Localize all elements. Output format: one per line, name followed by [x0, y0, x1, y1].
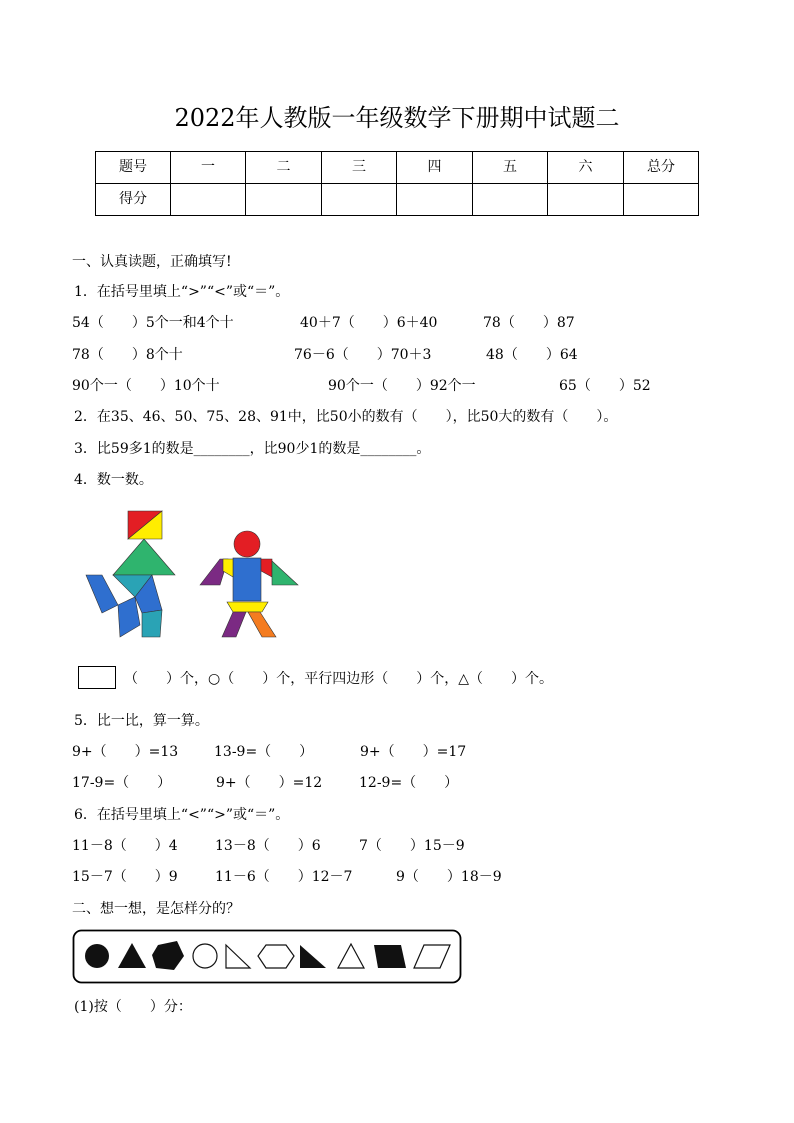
- score-cell[interactable]: [246, 184, 322, 216]
- q5-prompt: 5．比一比，算一算。: [74, 713, 209, 729]
- tangram-runner: [86, 511, 175, 637]
- score-cell[interactable]: [624, 184, 699, 216]
- q1-item: 76－6（ ）70＋3: [294, 347, 432, 363]
- filled-right-triangle-icon: [300, 945, 326, 968]
- q6-prompt: 6．在括号里填上“<”“>”或“＝”。: [74, 807, 290, 823]
- q5-item: 17-9=（ ）: [72, 775, 172, 791]
- header-cell: 四: [397, 152, 473, 184]
- q4-count-line: （ ）个，○（ ）个，平行四边形（ ）个，△（ ）个。: [124, 671, 553, 687]
- filled-circle-icon: [85, 944, 109, 968]
- section1-heading: 一、认真读题，正确填写!: [72, 254, 232, 270]
- q1-item: 65（ ）52: [559, 378, 651, 394]
- score-value-row: [96, 184, 699, 216]
- header-cell: 题号: [96, 152, 171, 184]
- q6-item: 15－7（ ）9: [72, 869, 178, 885]
- q5-item: 9+（ ）=12: [216, 775, 323, 791]
- header-cell: 总分: [624, 152, 699, 184]
- tangram-figures-image: [80, 505, 305, 645]
- page-title: 2022年人教版一年级数学下册期中试题二: [174, 104, 620, 132]
- section2-sub1: (1)按（ ）分：: [74, 999, 192, 1015]
- score-cell[interactable]: [397, 184, 473, 216]
- q5-item: 13-9=（ ）: [214, 744, 314, 760]
- score-cell[interactable]: [171, 184, 246, 216]
- header-cell: 三: [322, 152, 397, 184]
- parallelogram-icon: [414, 945, 450, 968]
- score-cell[interactable]: [548, 184, 624, 216]
- score-cell[interactable]: [473, 184, 548, 216]
- q5-item: 9+（ ）=13: [72, 744, 179, 760]
- header-cell: 六: [548, 152, 624, 184]
- filled-parallelogram-icon: [374, 945, 406, 968]
- q6-item: 11－6（ ）12－7: [215, 869, 353, 885]
- right-triangle-icon: [226, 945, 250, 968]
- score-table: [95, 151, 699, 216]
- q1-item: 54（ ）5个一和4个十: [72, 315, 234, 331]
- q1-item: 90个一（ ）92个一: [328, 378, 476, 394]
- tangram-robot: [200, 531, 298, 637]
- q6-item: 9（ ）18－9: [396, 869, 502, 885]
- header-cell: 五: [473, 152, 548, 184]
- filled-triangle-icon: [118, 943, 146, 968]
- triangle-icon: [338, 944, 364, 968]
- header-cell: 一: [171, 152, 246, 184]
- q1-item: 48（ ）64: [486, 347, 578, 363]
- q3-text: 3．比59多1的数是________，比90少1的数是________。: [74, 441, 431, 457]
- q4-prompt: 4．数一数。: [74, 472, 153, 488]
- q1-item: 78（ ）8个十: [72, 347, 183, 363]
- score-cell[interactable]: [322, 184, 397, 216]
- q1-item: 40＋7（ ）6＋40: [300, 315, 438, 331]
- q2-text: 2．在35、46、50、75、28、91中，比50小的数有（ ），比50大的数有（ ）。: [74, 409, 618, 425]
- score-header-row: [96, 152, 699, 184]
- section2-heading: 二、想一想，是怎样分的？: [72, 901, 240, 917]
- q6-item: 13－8（ ）6: [215, 838, 321, 854]
- q1-item: 90个一（ ）10个十: [72, 378, 220, 394]
- header-cell: 二: [246, 152, 322, 184]
- shapes-strip-image: [72, 929, 462, 984]
- q1-item: 78（ ）87: [483, 315, 575, 331]
- rectangle-icon: [78, 666, 116, 689]
- filled-hexagon-icon: [152, 941, 184, 970]
- q5-item: 9+（ ）=17: [360, 744, 467, 760]
- hexagon-icon: [258, 945, 294, 968]
- circle-icon: [193, 944, 217, 968]
- q5-item: 12-9=（ ）: [359, 775, 459, 791]
- q6-item: 11－8（ ）4: [72, 838, 178, 854]
- q6-item: 7（ ）15－9: [359, 838, 465, 854]
- score-row-label: 得分: [96, 184, 171, 216]
- q1-prompt: 1．在括号里填上“>”“<”或“＝”。: [74, 284, 290, 300]
